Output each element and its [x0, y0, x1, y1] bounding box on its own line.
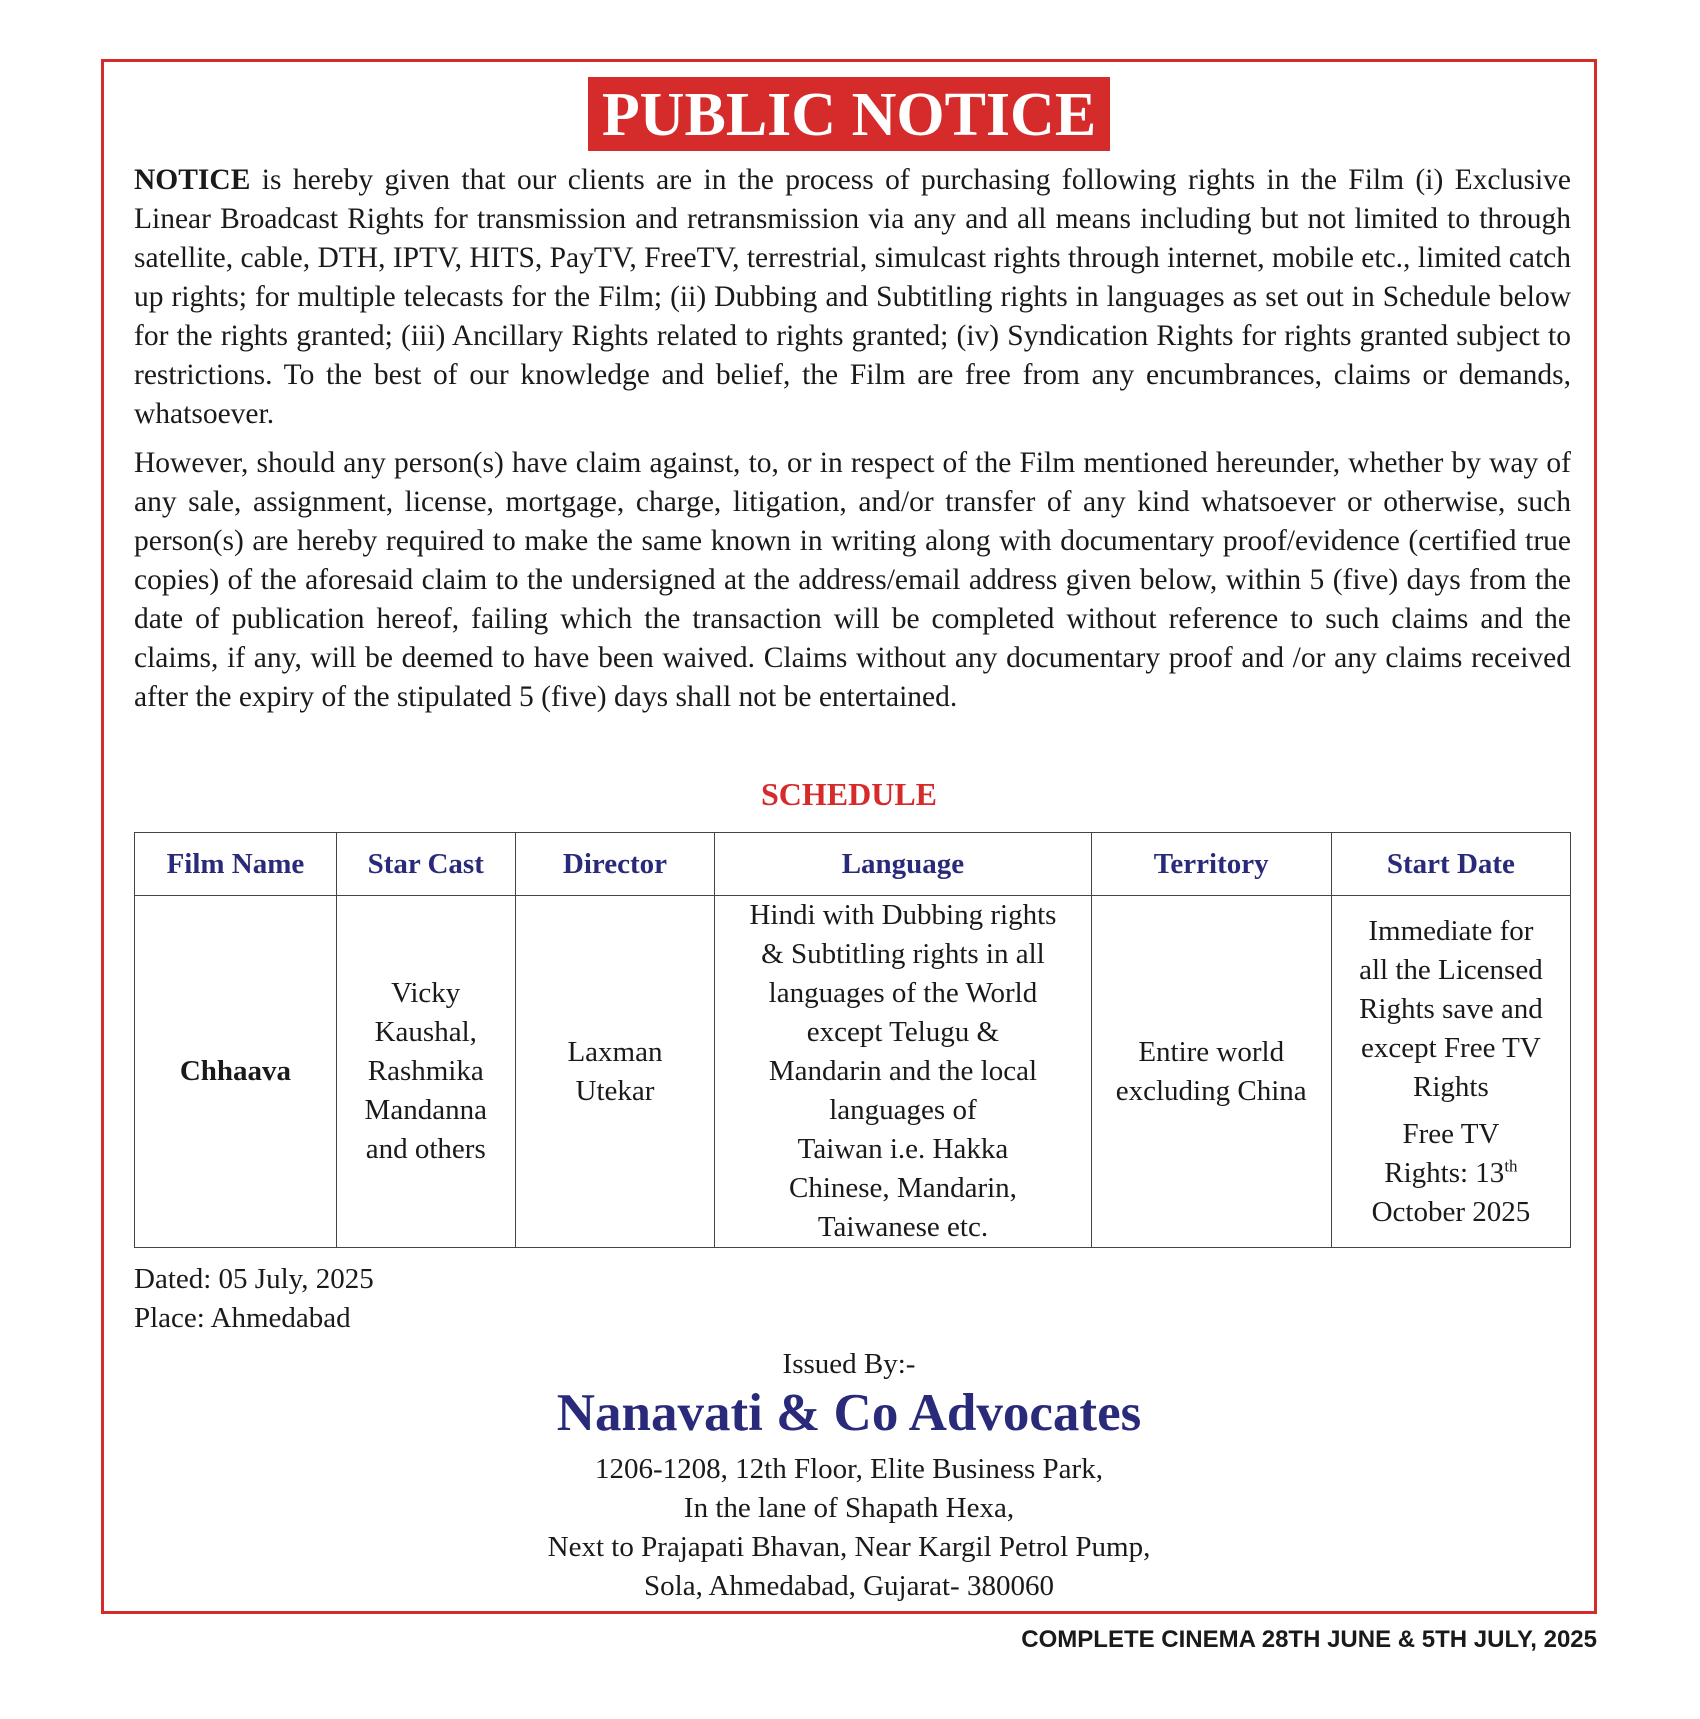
publication-footer: COMPLETE CINEMA 28TH JUNE & 5TH JULY, 2025	[1021, 1626, 1597, 1653]
notice-frame	[101, 59, 1597, 1614]
header-star-cast: Star Cast	[336, 833, 515, 896]
address-line: Next to Prajapati Bhavan, Near Kargil Petrol Pump,	[547, 1531, 1151, 1563]
notice-lead-word: NOTICE	[134, 164, 251, 196]
start-date-line: all the Licensed	[1359, 953, 1543, 986]
header-territory: Territory	[1091, 833, 1331, 896]
cast-line: Kaushal,	[374, 1016, 477, 1048]
start-date-line: Free TV	[1402, 1117, 1500, 1150]
header-start-date: Start Date	[1331, 833, 1570, 896]
start-date-line: Immediate for	[1368, 914, 1534, 947]
header-director: Director	[515, 833, 715, 896]
territory-line: Entire world	[1138, 1035, 1285, 1068]
cell-director	[515, 896, 715, 1248]
firm-address	[104, 1450, 1594, 1606]
header-language: Language	[715, 833, 1091, 896]
schedule-table	[134, 832, 1571, 1248]
cell-language	[715, 896, 1091, 1248]
address-line: 1206-1208, 12th Floor, Elite Business Park,	[595, 1453, 1103, 1485]
territory-line: excluding China	[1115, 1074, 1307, 1107]
header-film-name: Film Name	[135, 833, 337, 896]
notice-title: PUBLIC NOTICE	[588, 77, 1110, 151]
address-line: Sola, Ahmedabad, Gujarat- 380060	[644, 1570, 1054, 1602]
language-line: languages of	[829, 1094, 977, 1126]
ordinal-suffix: th	[1504, 1155, 1518, 1175]
director-line: Laxman	[567, 1035, 663, 1068]
dated-line: Dated: 05 July, 2025	[134, 1263, 374, 1295]
language-line: Mandarin and the local	[768, 1055, 1038, 1087]
start-date-line	[1338, 1154, 1564, 1193]
cast-line: Mandanna	[364, 1094, 487, 1126]
language-line: languages of the World	[768, 977, 1038, 1009]
notice-body	[134, 161, 1571, 727]
language-line: Chinese, Mandarin,	[788, 1172, 1017, 1204]
place-line: Place: Ahmedabad	[134, 1302, 351, 1334]
language-line: except Telugu &	[806, 1016, 1000, 1048]
cell-film-name: Chhaava	[135, 896, 337, 1248]
cell-territory	[1091, 896, 1331, 1248]
cell-start-date	[1331, 896, 1570, 1248]
table-row	[135, 896, 1571, 1248]
address-line: In the lane of Shapath Hexa,	[683, 1492, 1015, 1524]
start-date-day: Rights: 13	[1384, 1156, 1505, 1189]
firm-name: Nanavati & Co Advocates	[556, 1384, 1142, 1442]
issued-by: Issued By:-	[782, 1348, 916, 1380]
cell-star-cast	[336, 896, 515, 1248]
schedule-title: SCHEDULE	[760, 776, 938, 812]
dated-place	[134, 1260, 374, 1338]
director-line: Utekar	[575, 1074, 655, 1107]
language-line: Hindi with Dubbing rights	[749, 899, 1057, 931]
start-date-line: Rights save and	[1359, 992, 1543, 1025]
cast-line: and others	[365, 1133, 486, 1165]
cast-line: Rashmika	[367, 1055, 484, 1087]
start-date-line: October 2025	[1371, 1195, 1531, 1228]
language-line: & Subtitling rights in all	[761, 938, 1045, 970]
cast-line: Vicky	[391, 977, 461, 1009]
language-line: Taiwanese etc.	[817, 1211, 989, 1243]
notice-paragraph-1-text: is hereby given that our clients are in the process of purchasing following rights in the Film (i) Exclusive Linear Broadcast Rights for transmission and retransmission via any and all means including but not limited to through satellite, cable, DTH, IPTV, HITS, PayTV, FreeTV, terrestrial, simulcast rights through internet, mobile etc., limited catch up rights; for multiple telecasts for the Film; (ii) Dubbing and Subtitling rights in languages as set out in Schedule below for the rights granted; (iii) Ancillary Rights related to rights granted; (iv) Syndication Rights for rights granted subject to restrictions. To the best of our knowledge and belief, the Film are free from any encumbrances, claims or demands, whatsoever.	[134, 164, 1571, 430]
schedule-header-row	[135, 833, 1571, 896]
notice-paragraph-2: However, should any person(s) have claim against, to, or in respect of the Film mentioned hereunder, whether by way of any sale, assignment, license, mortgage, charge, litigation, and/or transfer of any kind whatsoever or otherwise, such person(s) are hereby required to make the same known in writing along with documentary proof/evidence (certified true copies) of the aforesaid claim to the undersigned at the address/email address given below, within 5 (five) days from the date of publication hereof, failing which the transaction will be completed without reference to such claims and the claims, if any, will be deemed to have been waived. Claims without any documentary proof and /or any claims received after the expiry of the stipulated 5 (five) days shall not be entertained.	[134, 447, 1571, 713]
language-line: Taiwan i.e. Hakka	[797, 1133, 1009, 1165]
start-date-line: except Free TV	[1360, 1031, 1541, 1064]
start-date-line: Rights	[1413, 1070, 1489, 1103]
notice-paragraph-1	[134, 161, 1571, 434]
start-date-free-tv	[1338, 1115, 1564, 1232]
start-date-general	[1338, 912, 1564, 1107]
